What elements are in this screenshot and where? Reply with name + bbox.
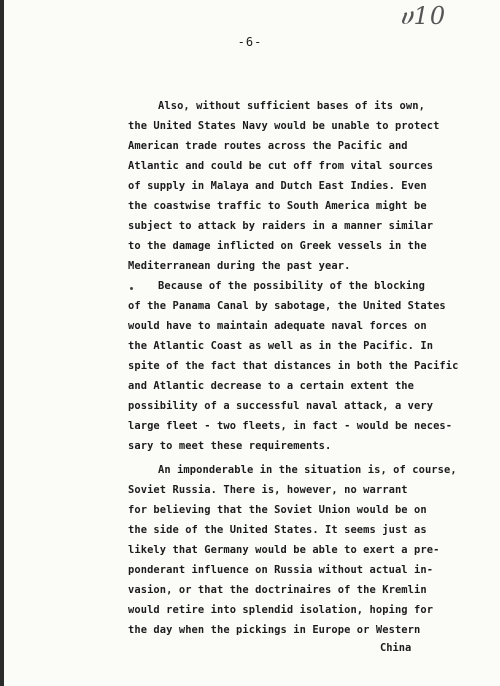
- text-line: vasion, or that the doctrinaires of the Kremlin: [128, 584, 427, 596]
- text-line: possibility of a successful naval attack, a very: [128, 400, 434, 412]
- text-line: Because of the possibility of the blocking: [158, 280, 425, 292]
- text-line: the Atlantic Coast as well as in the Pacific. In: [128, 340, 434, 352]
- text-line: large fleet - two fleets, in fact - would be neces-: [128, 420, 453, 432]
- text-line: Atlantic and could be cut off from vital sources: [128, 160, 434, 172]
- text-line: the side of the United States. It seems just as: [128, 524, 427, 536]
- text-line: ponderant influence on Russia without actual in-: [128, 564, 434, 576]
- text-line: the coastwise traffic to South America might be: [128, 200, 427, 212]
- text-line: American trade routes across the Pacific and: [128, 140, 408, 152]
- text-line: subject to attack by raiders in a manner similar: [128, 220, 434, 232]
- text-line: spite of the fact that distances in both the Pacific: [128, 360, 459, 372]
- scan-speck: [130, 287, 133, 290]
- text-line: for believing that the Soviet Union would be on: [128, 504, 427, 516]
- text-line: of the Panama Canal by sabotage, the United States: [128, 300, 446, 312]
- text-line: likely that Germany would be able to exert a pre-: [128, 544, 440, 556]
- text-line: and Atlantic decrease to a certain extent the: [128, 380, 415, 392]
- text-line: the United States Navy would be unable to protect: [128, 120, 440, 132]
- text-line: Also, without sufficient bases of its own,: [158, 100, 425, 112]
- text-line: the day when the pickings in Europe or Western: [128, 624, 421, 636]
- text-line: Mediterranean during the past year.: [128, 260, 351, 272]
- text-line: would retire into splendid isolation, hoping for: [128, 604, 434, 616]
- page-number: -6-: [237, 35, 263, 49]
- scan-edge: [0, 0, 4, 686]
- text-line: of supply in Malaya and Dutch East Indies. Even: [128, 180, 427, 192]
- handwritten-archive-mark: ሀ10: [400, 2, 447, 30]
- catchword: China: [380, 642, 412, 654]
- text-line: An imponderable in the situation is, of course,: [158, 464, 457, 476]
- text-line: would have to maintain adequate naval forces on: [128, 320, 427, 332]
- text-line: to the damage inflicted on Greek vessels in the: [128, 240, 427, 252]
- text-line: sary to meet these requirements.: [128, 440, 332, 452]
- text-line: Soviet Russia. There is, however, no warrant: [128, 484, 408, 496]
